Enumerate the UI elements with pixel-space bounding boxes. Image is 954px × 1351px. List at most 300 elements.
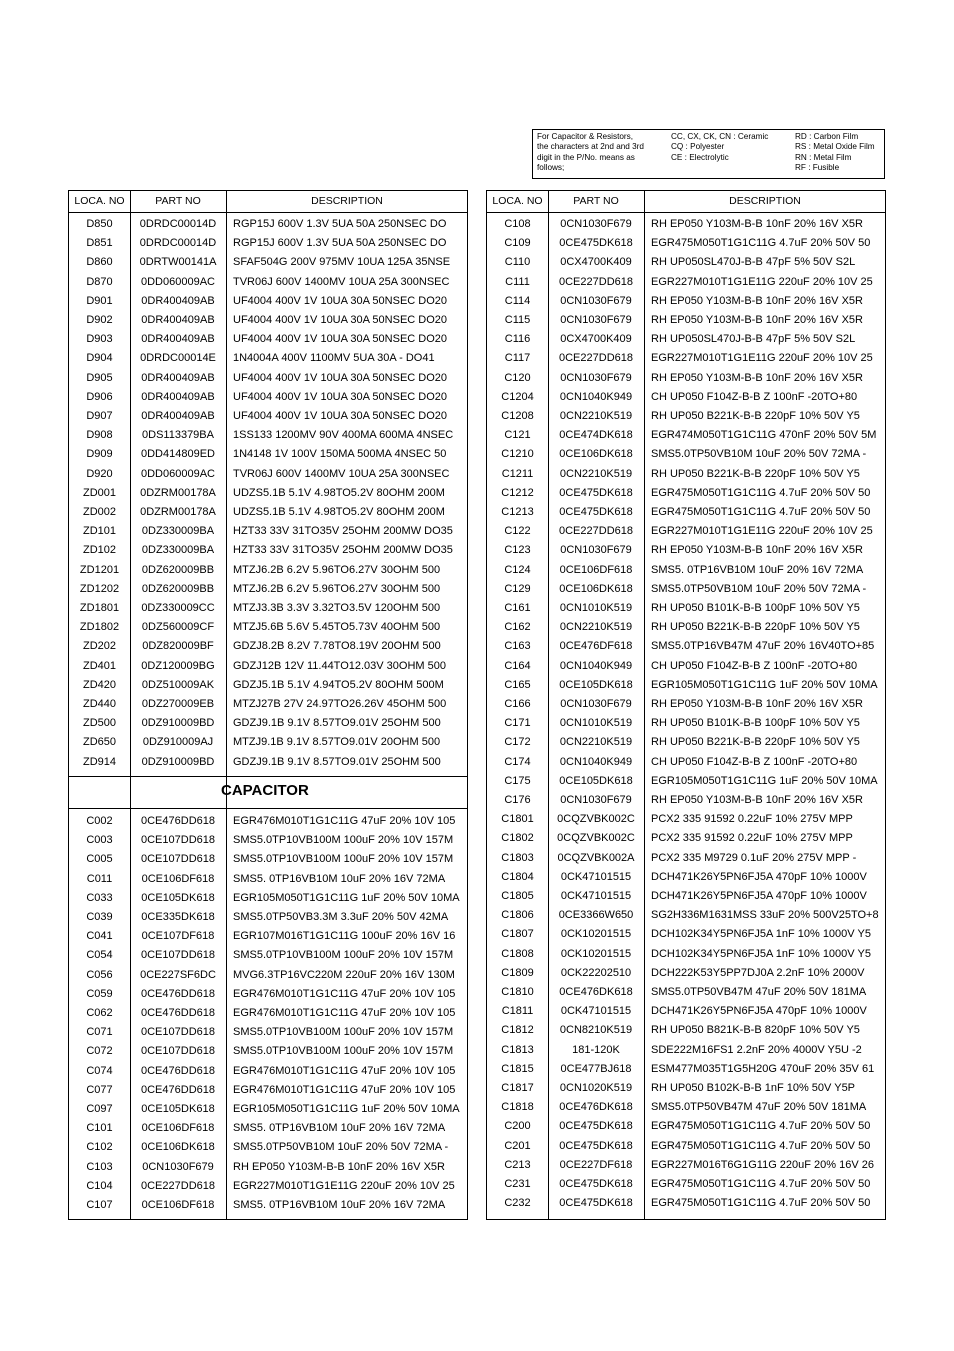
cell-description: GDZJ5.1B 5.1V 4.94TO5.2V 80OHM 500M [233, 678, 444, 691]
table-row [487, 561, 885, 580]
cell-description: SMS5.0TP10VB100M 100uF 20% 10V 157M [233, 949, 454, 962]
table-row [69, 273, 467, 292]
cell-description: SMS5. 0TP16VB10M 10uF 20% 16V 72MA [651, 563, 864, 576]
cell-description: SMS5.0TP50VB47M 47uF 20% 50V 181MA [651, 1101, 867, 1114]
table-row [487, 925, 885, 944]
cell-part-no: 0DR400409AB [141, 390, 215, 403]
cell-part-no: 0CE106DK618 [141, 1141, 215, 1154]
table-row [487, 388, 885, 407]
cell-loca-no: ZD1802 [79, 621, 120, 634]
cell-part-no: 0CE227DD618 [559, 275, 633, 288]
cell-description: SFAF504G 200V 975MV 10UA 125A 35NSE [233, 256, 451, 269]
cell-description: RH UP050SL470J-B-B 47pF 5% 50V S2L [651, 333, 856, 346]
legend-code-line: CE : Electrolytic [671, 152, 729, 162]
table-row [487, 714, 885, 733]
table-row [69, 733, 467, 752]
cell-part-no: 0DRTW00141A [139, 256, 217, 269]
cell-part-no: 0CE476DF618 [559, 640, 633, 653]
cell-loca-no: C117 [504, 352, 531, 365]
cell-loca-no: C166 [504, 698, 531, 710]
cell-loca-no: ZD440 [82, 698, 117, 710]
cell-part-no: 0DZ270009EB [141, 698, 215, 710]
cell-part-no: 0CN2210K519 [559, 467, 633, 480]
cell-loca-no: C102 [86, 1141, 113, 1154]
table-row [487, 580, 885, 599]
table-row [487, 1117, 885, 1136]
cell-part-no: 181-120K [572, 1043, 620, 1056]
cell-loca-no: C200 [504, 1120, 531, 1133]
table-row [487, 945, 885, 964]
cell-description: HZT33 33V 31TO35V 25OHM 200MW DO35 [233, 544, 453, 557]
cell-part-no: 0CE475DK618 [559, 506, 633, 518]
cell-loca-no: C201 [504, 1139, 531, 1152]
cell-loca-no: ZD1801 [79, 602, 120, 614]
table-header [487, 191, 885, 213]
cell-loca-no: ZD1201 [79, 563, 120, 576]
cell-loca-no: C115 [504, 314, 531, 326]
cell-description: UF4004 400V 1V 10UA 30A 50NSEC DO20 [233, 333, 448, 346]
cell-part-no: 0CN1030F679 [560, 794, 632, 806]
legend-intro [537, 132, 653, 173]
cell-loca-no: C1807 [501, 928, 534, 941]
table-row [487, 292, 885, 311]
cell-description: SMS5.0TP16VB47M 47uF 20% 16V40TO+85 [651, 640, 875, 653]
cell-loca-no: D905 [86, 371, 113, 384]
table-row [487, 810, 885, 829]
cell-description: UDZS5.1B 5.1V 4.98TO5.2V 80OHM 200M [233, 486, 445, 499]
cell-part-no: 0CE476DK618 [559, 1101, 633, 1114]
legend-code-line: RN : Metal Film [795, 152, 852, 162]
cell-loca-no: C1211 [501, 467, 534, 480]
cell-description: EGR476M010T1G1C11G 47uF 20% 10V 105 [233, 1064, 456, 1077]
table-row [69, 445, 467, 464]
cell-loca-no: C077 [86, 1083, 113, 1096]
cell-loca-no: C033 [86, 891, 113, 904]
cell-part-no: 0CN1010K519 [559, 717, 633, 730]
cell-part-no: 0CN1030F679 [560, 371, 632, 384]
legend-intro-line: the characters at 2nd and 3rd [537, 142, 644, 152]
cell-loca-no: D904 [86, 352, 113, 365]
cell-loca-no: ZD1202 [79, 582, 120, 595]
cell-part-no: 0CN1040K949 [559, 755, 633, 768]
cell-part-no: 0DR400409AB [141, 314, 215, 326]
cell-part-no: 0CE106DF618 [141, 872, 215, 885]
table-row [69, 1196, 467, 1215]
table-row [69, 330, 467, 349]
cell-loca-no: C161 [504, 602, 531, 614]
cell-description: MTZJ6.2B 6.2V 5.96TO6.27V 30OHM 500 [233, 582, 441, 595]
table-row [69, 676, 467, 695]
table-row [69, 966, 467, 985]
cell-loca-no: C054 [86, 949, 113, 962]
cell-loca-no: D850 [86, 218, 113, 230]
cell-loca-no: C124 [504, 563, 531, 576]
table-header [69, 191, 467, 213]
cell-loca-no: C175 [504, 774, 531, 787]
table-row [487, 695, 885, 714]
cell-description: MTZJ5.6B 5.6V 5.45TO5.73V 40OHM 500 [233, 621, 441, 634]
cell-description: RGP15J 600V 1.3V 5UA 50A 250NSEC DO [233, 237, 447, 250]
table-row [487, 1002, 885, 1021]
cell-description: SG2H336M1631MSS 33uF 20% 500V25TO+8 [651, 909, 879, 922]
cell-description: DCH471K26Y5PN6FJ5A 470pF 10% 1000V [651, 890, 867, 902]
cell-description: MTZJ27B 27V 24.97TO26.26V 45OHM 500 [233, 698, 447, 710]
cell-loca-no: C059 [86, 987, 113, 1000]
cell-description: UF4004 400V 1V 10UA 30A 50NSEC DO20 [233, 294, 448, 307]
cell-description: RH EP050 Y103M-B-B 10nF 20% 16V X5R [651, 544, 863, 557]
table-row [487, 426, 885, 445]
table-row [69, 349, 467, 368]
cell-part-no: 0CN1030F679 [560, 314, 632, 326]
table-row [487, 215, 885, 234]
header-loca-no: LOCA. NO [74, 195, 125, 207]
cell-part-no: 0CE106DF618 [559, 563, 633, 576]
table-row [69, 850, 467, 869]
cell-description: TVR06J 600V 1400MV 10UA 25A 300NSEC [233, 275, 450, 288]
table-row [69, 599, 467, 618]
table-row [487, 445, 885, 464]
table-row [487, 733, 885, 752]
cell-description: SMS5.0TP10VB100M 100uF 20% 10V 157M [233, 853, 454, 866]
table-row [487, 791, 885, 810]
cell-part-no: 0CE107DD618 [141, 853, 215, 866]
table-row [487, 657, 885, 676]
cell-loca-no: C104 [86, 1179, 113, 1192]
legend-intro-line: digit in the P/No. means as [537, 152, 635, 162]
table-row [487, 772, 885, 791]
cell-loca-no: C1802 [501, 832, 534, 845]
cell-part-no: 0CE105DK618 [141, 1103, 215, 1115]
table-row [69, 561, 467, 580]
cell-part-no: 0CE227DD618 [559, 525, 633, 538]
table-row [69, 695, 467, 714]
cell-description: EGR475M050T1G1C11G 4.7uF 20% 50V 50 [651, 506, 871, 518]
cell-loca-no: C129 [504, 582, 531, 595]
cell-part-no: 0CK47101515 [560, 1005, 632, 1018]
cell-description: DCH102K34Y5PN6FJ5A 1nF 10% 1000V Y5 [651, 928, 871, 941]
cell-description: EGR227M010T1G1E11G 220uF 20% 10V 25 [651, 352, 873, 365]
cell-description: EGR474M050T1G1C11G 470nF 20% 50V 5M [651, 429, 877, 442]
cell-loca-no: D902 [86, 314, 113, 326]
cell-part-no: 0CN2210K519 [559, 736, 633, 749]
cell-description: UF4004 400V 1V 10UA 30A 50NSEC DO20 [233, 371, 448, 384]
cell-description: SMS5. 0TP16VB10M 10uF 20% 16V 72MA [233, 1122, 446, 1135]
cell-part-no: 0CE476DD618 [141, 987, 215, 1000]
cell-part-no: 0DZ820009BF [142, 640, 214, 653]
table-row [487, 1137, 885, 1156]
cell-part-no: 0CE105DK618 [141, 891, 215, 904]
cell-description: RH UP050 B102K-B-B 1nF 10% 50V Y5P [651, 1082, 856, 1094]
cell-loca-no: D909 [86, 448, 113, 461]
legend-intro-line: For Capacitor & Resistors, [537, 132, 634, 141]
cell-description: EGR475M050T1G1C11G 4.7uF 20% 50V 50 [651, 1197, 871, 1210]
cell-loca-no: ZD101 [82, 525, 117, 538]
header-description: DESCRIPTION [311, 195, 383, 207]
cell-loca-no: C039 [86, 911, 113, 923]
cell-description: GDZJ12B 12V 11.44TO12.03V 30OHM 500 [233, 659, 446, 672]
cell-description: 1N4004A 400V 1100MV 5UA 30A - DO41 [233, 352, 435, 365]
cell-part-no: 0DZ620009BB [141, 582, 215, 595]
cell-description: DCH222K53Y5PP7DJ0A 2.2nF 10% 2000V [651, 966, 865, 979]
cell-description: EGR475M050T1G1C11G 4.7uF 20% 50V 50 [651, 1178, 871, 1190]
table-row [487, 849, 885, 868]
header-part-no: PART NO [155, 195, 201, 207]
table-row [69, 985, 467, 1004]
cell-part-no: 0DZ330009BA [141, 525, 215, 538]
cell-part-no: 0CE107DF618 [141, 930, 215, 943]
cell-loca-no: C056 [86, 968, 113, 981]
cell-description: TVR06J 600V 1400MV 10UA 25A 300NSEC [233, 467, 450, 480]
cell-part-no: 0CE227DF618 [559, 1158, 633, 1171]
cell-description: RH EP050 Y103M-B-B 10nF 20% 16V X5R [651, 218, 863, 230]
cell-part-no: 0CK10201515 [560, 947, 632, 960]
table-row [69, 1081, 467, 1100]
table-row [487, 273, 885, 292]
cell-loca-no: C074 [86, 1064, 113, 1077]
table-row [69, 580, 467, 599]
cell-description: 1SS133 1200MV 90V 400MA 600MA 4NSEC [233, 429, 454, 442]
cell-loca-no: D901 [86, 294, 113, 307]
table-row [487, 599, 885, 618]
cell-description: EGR475M050T1G1C11G 4.7uF 20% 50V 50 [651, 1120, 871, 1133]
cell-loca-no: C176 [504, 794, 531, 806]
cell-part-no: 0CN1030F679 [560, 294, 632, 307]
cell-loca-no: C1210 [501, 448, 534, 461]
legend-intro-line: follows; [537, 162, 565, 172]
cell-part-no: 0CE227DD618 [141, 1179, 215, 1192]
table-row [487, 618, 885, 637]
cell-description: PCX2 335 M9729 0.1uF 20% 275V MPP - [651, 851, 857, 864]
cell-description: RH EP050 Y103M-B-B 10nF 20% 16V X5R [651, 314, 863, 326]
table-row [69, 426, 467, 445]
cell-loca-no: ZD102 [82, 544, 117, 557]
cell-loca-no: C1809 [501, 966, 534, 979]
cell-description: GDZJ9.1B 9.1V 8.57TO9.01V 25OHM 500 [233, 755, 441, 768]
cell-description: MTZJ9.1B 9.1V 8.57TO9.01V 20OHM 500 [233, 736, 441, 749]
legend-code-line: RS : Metal Oxide Film [795, 142, 875, 152]
cell-part-no: 0CN1040K949 [559, 390, 633, 403]
cell-part-no: 0DD060009AC [141, 275, 215, 288]
table-row [487, 829, 885, 848]
cell-description: UF4004 400V 1V 10UA 30A 50NSEC DO20 [233, 410, 448, 422]
cell-loca-no: C116 [504, 333, 531, 346]
cell-part-no: 0CE476DD618 [141, 1007, 215, 1019]
cell-loca-no: ZD002 [82, 506, 117, 518]
cell-part-no: 0DRDC00014D [139, 218, 217, 230]
cell-part-no: 0DZ120009BG [141, 659, 215, 672]
cell-description: CH UP050 F104Z-B-B Z 100nF -20TO+80 [651, 755, 858, 768]
cell-part-no: 0CE3366W650 [558, 909, 634, 922]
cell-description: RH UP050 B221K-B-B 220pF 10% 50V Y5 [651, 736, 860, 749]
cell-loca-no: C108 [504, 218, 531, 230]
cell-description: HZT33 33V 31TO35V 25OHM 200MW DO35 [233, 525, 453, 538]
cell-loca-no: C111 [505, 275, 530, 288]
cell-part-no: 0CE105DK618 [559, 678, 633, 691]
cell-loca-no: ZD500 [82, 717, 117, 730]
cell-part-no: 0CE474DK618 [559, 429, 633, 442]
cell-part-no: 0CE106DK618 [559, 582, 633, 595]
table-row [69, 889, 467, 908]
column-divider [644, 191, 645, 1219]
cell-description: SMS5. 0TP16VB10M 10uF 20% 16V 72MA [233, 872, 446, 885]
table-row [487, 887, 885, 906]
header-loca-no: LOCA. NO [492, 195, 543, 207]
cell-loca-no: C103 [86, 1160, 113, 1173]
cell-description: RGP15J 600V 1.3V 5UA 50A 250NSEC DO [233, 218, 447, 230]
cell-part-no: 0CN1040K949 [559, 659, 633, 672]
table-row [487, 503, 885, 522]
table-row [487, 868, 885, 887]
cell-loca-no: C1812 [501, 1024, 534, 1037]
table-row [69, 946, 467, 965]
cell-part-no: 0CE106DK618 [559, 448, 633, 461]
cell-loca-no: ZD202 [82, 640, 117, 653]
legend-resistor-codes [795, 132, 875, 173]
table-row [69, 1042, 467, 1061]
cell-description: 1N4148 1V 100V 150MA 500MA 4NSEC 50 [233, 448, 447, 461]
cell-description: UF4004 400V 1V 10UA 30A 50NSEC DO20 [233, 314, 448, 326]
cell-description: EGR475M050T1G1C11G 4.7uF 20% 50V 50 [651, 237, 871, 250]
cell-loca-no: C232 [504, 1197, 531, 1210]
table-row [487, 753, 885, 772]
cell-description: SMS5.0TP50VB47M 47uF 20% 50V 181MA [651, 986, 867, 998]
cell-loca-no: C107 [86, 1199, 113, 1211]
cell-loca-no: D920 [86, 467, 113, 480]
cell-loca-no: C041 [86, 930, 113, 943]
cell-loca-no: C1804 [501, 870, 534, 883]
cell-part-no: 0CK10201515 [560, 928, 632, 941]
cell-part-no: 0DZ910009AJ [142, 736, 214, 749]
table-row [487, 1194, 885, 1213]
cell-loca-no: C213 [504, 1158, 531, 1171]
cell-description: RH UP050 B221K-B-B 220pF 10% 50V Y5 [651, 410, 860, 422]
cell-part-no: 0CN1030F679 [560, 218, 632, 230]
cell-loca-no: ZD001 [82, 486, 117, 499]
cell-part-no: 0DZ330009CC [141, 602, 215, 614]
cell-loca-no: C123 [504, 544, 531, 557]
cell-loca-no: D903 [86, 333, 113, 346]
cell-part-no: 0DD060009AC [141, 467, 215, 480]
table-row [69, 388, 467, 407]
table-row [69, 292, 467, 311]
table-row [487, 330, 885, 349]
cell-description: RH UP050SL470J-B-B 47pF 5% 50V S2L [651, 256, 856, 269]
cell-loca-no: C1801 [501, 813, 534, 826]
cell-loca-no: D870 [86, 275, 113, 288]
cell-description: EGR475M050T1G1C11G 4.7uF 20% 50V 50 [651, 1139, 871, 1152]
cell-loca-no: C011 [86, 872, 113, 885]
cell-part-no: 0CK22202510 [560, 966, 632, 979]
cell-loca-no: C1813 [501, 1043, 534, 1056]
header-description: DESCRIPTION [729, 195, 801, 207]
table-row [69, 908, 467, 927]
cell-description: ESM477M035T1G5H20G 470uF 20% 35V 61 [651, 1062, 875, 1075]
table-row [69, 812, 467, 831]
cell-part-no: 0CQZVBK002C [557, 832, 635, 845]
cell-loca-no: C1806 [501, 909, 534, 922]
cell-part-no: 0CN2210K519 [559, 621, 633, 634]
cell-loca-no: C002 [86, 815, 113, 827]
table-row [69, 253, 467, 272]
cell-part-no: 0CN1030F679 [560, 544, 632, 557]
cell-description: EGR227M010T1G1E11G 220uF 20% 10V 25 [651, 275, 873, 288]
cell-description: EGR105M050T1G1C11G 1uF 20% 50V 10MA [651, 678, 878, 691]
cell-loca-no: C003 [86, 834, 113, 847]
cell-loca-no: C109 [504, 237, 531, 250]
cell-part-no: 0CN1010K519 [559, 602, 633, 614]
cell-loca-no: C164 [504, 659, 531, 672]
table-row [69, 1100, 467, 1119]
cell-loca-no: C163 [504, 640, 531, 653]
legend-capacitor-codes [671, 132, 768, 163]
cell-description: EGR227M016T6G1G11G 220uF 20% 16V 26 [651, 1158, 874, 1171]
cell-description: RH EP050 Y103M-B-B 10nF 20% 16V X5R [233, 1160, 445, 1173]
cell-description: RH UP050 B101K-B-B 100pF 10% 50V Y5 [651, 602, 860, 614]
cell-loca-no: D860 [86, 256, 113, 269]
cell-description: RH UP050 B821K-B-B 820pF 10% 50V Y5 [651, 1024, 860, 1037]
table-row [69, 407, 467, 426]
cell-part-no: 0CK47101515 [560, 870, 632, 883]
cell-part-no: 0CE335DK618 [141, 911, 215, 923]
cell-loca-no: D906 [86, 390, 113, 403]
cell-loca-no: C121 [504, 429, 531, 442]
table-row [487, 1060, 885, 1079]
table-row [487, 983, 885, 1002]
legend-code-line: CC, CX, CK, CN : Ceramic [671, 132, 769, 141]
cell-part-no: 0CE107DD618 [141, 1026, 215, 1039]
cell-description: SDE222M16FS1 2.2nF 20% 4000V Y5U -2 [651, 1043, 862, 1056]
cell-description: UDZS5.1B 5.1V 4.98TO5.2V 80OHM 200M [233, 506, 445, 518]
table-row [487, 541, 885, 560]
cell-part-no: 0CE227SF6DC [140, 968, 216, 981]
cell-part-no: 0DRDC00014E [140, 352, 216, 365]
cell-loca-no: C101 [86, 1122, 113, 1135]
cell-description: EGR107M016T1G1C11G 100uF 20% 16V 16 [233, 930, 456, 943]
cell-part-no: 0DZRM00178A [140, 506, 216, 518]
cell-description: EGR476M010T1G1C11G 47uF 20% 10V 105 [233, 987, 456, 1000]
cell-description: MTZJ3.3B 3.3V 3.32TO3.5V 120OHM 500 [233, 602, 441, 614]
cell-description: SMS5.0TP10VB100M 100uF 20% 10V 157M [233, 1045, 454, 1058]
cell-loca-no: C1805 [501, 890, 534, 902]
cell-description: EGR475M050T1G1C11G 4.7uF 20% 50V 50 [651, 486, 871, 499]
cell-part-no: 0DZ910009BD [141, 755, 215, 768]
cell-loca-no: C1204 [501, 390, 534, 403]
cell-part-no: 0CE475DK618 [559, 1139, 633, 1152]
cell-loca-no: C174 [504, 755, 531, 768]
cell-part-no: 0DZ620009BB [141, 563, 215, 576]
cell-loca-no: C1817 [501, 1082, 534, 1094]
cell-description: RH EP050 Y103M-B-B 10nF 20% 16V X5R [651, 698, 863, 710]
cell-loca-no: D907 [86, 410, 113, 422]
cell-part-no: 0CK47101515 [560, 890, 632, 902]
cell-description: RH EP050 Y103M-B-B 10nF 20% 16V X5R [651, 371, 863, 384]
table-row [487, 1156, 885, 1175]
column-divider [130, 191, 131, 1219]
cell-description: RH UP050 B221K-B-B 220pF 10% 50V Y5 [651, 621, 860, 634]
cell-description: SMS5. 0TP16VB10M 10uF 20% 16V 72MA [233, 1199, 446, 1211]
table-row [69, 870, 467, 889]
cell-part-no: 0DZ910009BD [141, 717, 215, 730]
column-divider [548, 191, 549, 1219]
cell-loca-no: C062 [86, 1007, 113, 1019]
cell-description: PCX2 335 91592 0.22uF 10% 275V MPP [651, 813, 853, 826]
cell-description: DCH471K26Y5PN6FJ5A 470pF 10% 1000V [651, 870, 867, 883]
cell-part-no: 0DR400409AB [141, 371, 215, 384]
cell-part-no: 0CQZVBK002C [557, 813, 635, 826]
table-row [487, 964, 885, 983]
column-divider [226, 191, 227, 1219]
parts-table-left [68, 190, 468, 1220]
